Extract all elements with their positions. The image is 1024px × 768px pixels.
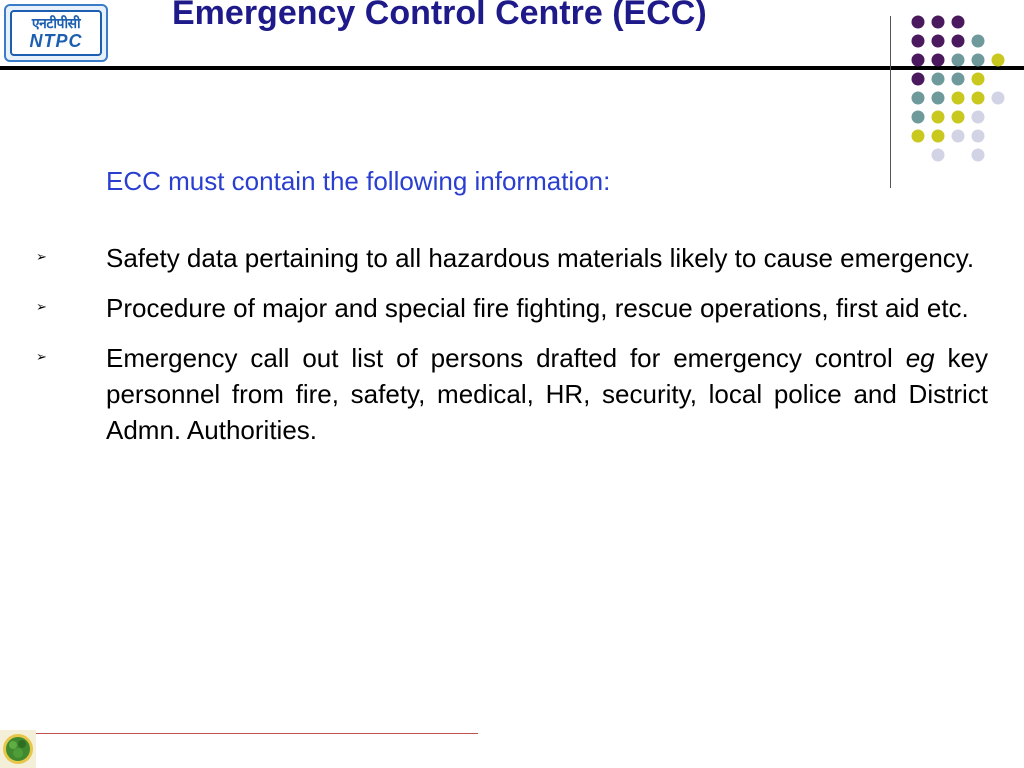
decorative-dot	[972, 73, 985, 86]
decorative-dot	[932, 92, 945, 105]
decorative-dot	[972, 35, 985, 48]
decorative-dot	[932, 111, 945, 124]
decorative-dot	[952, 130, 965, 143]
decorative-dot	[952, 35, 965, 48]
decorative-dot	[912, 54, 925, 67]
decorative-dot	[932, 16, 945, 29]
decorative-dot	[912, 35, 925, 48]
bullet-text: Procedure of major and special fire fighting, rescue operations, first aid etc.	[106, 293, 969, 323]
bullet-text-before: Emergency call out list of persons drafted for emergency control	[106, 343, 906, 373]
ntpc-logo-badge	[10, 10, 102, 56]
decorative-dot	[912, 16, 925, 29]
decorative-dot	[952, 16, 965, 29]
slide-title: Emergency Control Centre (ECC)	[172, 0, 707, 32]
decorative-dot	[952, 54, 965, 67]
decorative-dot	[932, 149, 945, 162]
bullet-text: Safety data pertaining to all hazardous materials likely to cause emergency.	[106, 243, 975, 273]
decorative-dot	[912, 73, 925, 86]
decorative-dot	[932, 73, 945, 86]
logo-text: NTPC	[29, 30, 83, 51]
logo-hindi-text: एनटीपीसी	[31, 15, 81, 32]
bullet-list	[36, 240, 988, 462]
decorative-dot	[912, 111, 925, 124]
decorative-dot	[912, 130, 925, 143]
decorative-dot	[972, 92, 985, 105]
decorative-dot	[952, 111, 965, 124]
decorative-dot	[992, 92, 1005, 105]
intro-text: ECC must contain the following information:	[106, 166, 611, 196]
arrow-bullet-icon: ➢	[36, 300, 47, 315]
title-underline	[0, 66, 1024, 70]
decorative-dot	[972, 130, 985, 143]
vertical-divider	[890, 16, 891, 188]
decorative-dot	[912, 92, 925, 105]
arrow-bullet-icon: ➢	[36, 250, 47, 265]
decorative-dot	[932, 130, 945, 143]
decorative-dot	[992, 54, 1005, 67]
ntpc-logo	[4, 4, 108, 62]
decorative-dot	[972, 149, 985, 162]
bullet-text-emphasis: eg	[905, 343, 935, 373]
bullet-text-after: key personnel from fire, safety, medical, HR, security, local police and District Admn. Authorities.	[106, 343, 988, 445]
decorative-dot	[952, 73, 965, 86]
arrow-bullet-icon: ➢	[36, 350, 47, 365]
decorative-dot	[972, 54, 985, 67]
decorative-dot	[932, 35, 945, 48]
decorative-dot	[972, 111, 985, 124]
bullet-item	[36, 240, 988, 276]
footer-divider	[36, 733, 478, 734]
decorative-dot	[932, 54, 945, 67]
bullet-item	[36, 290, 988, 326]
bullet-item	[36, 340, 988, 448]
footer-emblem-icon	[0, 730, 36, 768]
decorative-dot	[952, 92, 965, 105]
